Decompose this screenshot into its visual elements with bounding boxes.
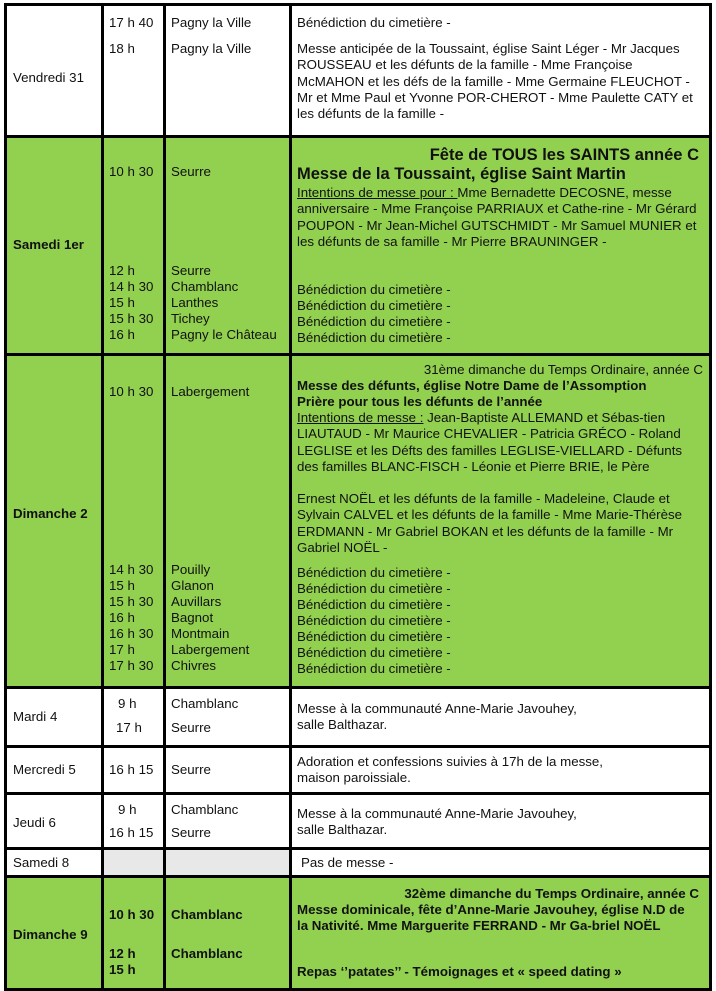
day-label: Mercredi 5 [13,762,76,777]
time: 10 h 30 [109,907,155,922]
description: Adoration et confessions suivies à 17h de la messe, [297,754,604,769]
description: Messe à la communauté Anne-Marie Javouhey, [297,806,577,821]
schedule-row-samedi-1er [6,137,711,355]
schedule-row-dimanche-9 [6,877,711,990]
description: Messe anticipée de la Toussaint, église Saint Léger - Mr Jacques ROUSSEAU et les défunts de la famille - Mme Françoise McMAHON et les défs de la famille - Mme Germaine FLEUCHOT - Mr et Mme Paul et Yvonne POR-CHEROT - Mme Paulette CATY et les défunts de la famille - [297,41,693,122]
description-cell [291,849,711,877]
time: 17 h [109,642,135,657]
description: salle Balthazar. [297,822,388,837]
place: Labergement [171,384,250,399]
day-cell [6,877,103,990]
schedule-row-mercredi-5 [6,747,711,794]
time-cell-empty [103,849,165,877]
place: Seurre [171,762,211,777]
time: 18 h [109,41,135,56]
place: Chamblanc [171,946,243,961]
description-cell [291,688,711,747]
place: Seurre [171,164,211,179]
place-cell [165,137,291,355]
time: 10 h 30 [109,164,154,179]
place: Seurre [171,720,211,735]
day-label: Samedi 8 [13,855,70,870]
intentions-label: Intentions de messe pour : [297,185,458,200]
place: Bagnot [171,610,214,625]
description: Bénédiction du cimetière - [297,298,451,313]
description: Bénédiction du cimetière - [297,629,451,644]
time: 10 h 30 [109,384,154,399]
time: 9 h [118,696,137,711]
description-cell [291,747,711,794]
day-label: Mardi 4 [13,709,58,724]
time: 17 h 30 [109,658,154,673]
description: Bénédiction du cimetière - [297,565,451,580]
place-cell [165,747,291,794]
time-cell [103,137,165,355]
day-cell [6,747,103,794]
place: Pagny la Ville [171,15,252,30]
day-label: Dimanche 2 [13,506,88,521]
day-label: Dimanche 9 [13,927,88,942]
place-cell [165,355,291,688]
day-label: Jeudi 6 [13,815,56,830]
place: Chamblanc [171,802,239,817]
time-cell [103,877,165,990]
mass-subheading: Messe des défunts, église Notre Dame de l’Assomption [297,378,647,393]
time-cell [103,747,165,794]
time: 17 h 40 [109,15,154,30]
time: 15 h [109,295,135,310]
mass-intentions [297,185,705,250]
time-cell [103,355,165,688]
day-cell [6,137,103,355]
place-cell [165,877,291,990]
time-cell [103,5,165,137]
place: Chamblanc [171,279,239,294]
description: Repas ‘’patates’’ - Témoignages et « speed dating » [297,964,622,979]
time: 16 h [109,610,135,625]
day-label: Samedi 1er [13,237,84,252]
place: Glanon [171,578,214,593]
day-cell [6,849,103,877]
description-cell [291,877,711,990]
place: Pagny la Ville [171,41,252,56]
description: Bénédiction du cimetière - [297,314,451,329]
time: 17 h [116,720,142,735]
liturgical-heading: 31ème dimanche du Temps Ordinaire, année C [423,362,703,377]
place-cell [165,794,291,849]
day-cell [6,794,103,849]
day-cell [6,355,103,688]
description: Pas de messe - [301,855,394,870]
description-cell [291,137,711,355]
feast-heading: Fête de TOUS les SAINTS année C [429,146,699,164]
place: Seurre [171,825,211,840]
place: Lanthes [171,295,219,310]
prayer-subheading: Prière pour tous les défunts de l’année [297,394,543,409]
time: 15 h 30 [109,594,154,609]
place-cell [165,688,291,747]
time: 15 h [109,578,135,593]
description-cell [291,5,711,137]
day-cell [6,5,103,137]
description: Bénédiction du cimetière - [297,581,451,596]
day-cell [6,688,103,747]
time: 16 h 15 [109,825,154,840]
description: Messe à la communauté Anne-Marie Javouhey, [297,701,577,716]
place: Pouilly [171,562,211,577]
time: 12 h [109,946,136,961]
place: Chivres [171,658,217,673]
description: maison paroissiale. [297,770,411,785]
intentions-text: Jean-Baptiste ALLEMAND et Sébas-tien LIAUTAUD - Mr Maurice CHEVALIER - Patricia GRÉCO - Roland LEGLISE et les Défts des familles LEGLISE-VIELLARD - Défunts des familles BLANC-FISCH - Léonie et Pierre BRIE, le Père [297,410,683,474]
time: 15 h [109,962,136,977]
schedule-row-samedi-8 [6,849,711,877]
place: Labergement [171,642,250,657]
schedule-row-dimanche-2 [6,355,711,688]
schedule-row-vendredi-31 [6,5,711,137]
description-cell [291,355,711,688]
intentions-text: Mme Bernadette DECOSNE, messe anniversaire - Mme Françoise PARRIAUX et Cathe-rine - Mr Gérard POUPON - Mr Jean-Michel GUTSCHMIDT - Mr Samuel MUNIER et les défunts de sa famille - Mr Pierre BRAUNINGER - [297,185,697,249]
schedule-row-jeudi-6 [6,794,711,849]
description: Bénédiction du cimetière - [297,613,451,628]
place-cell-empty [165,849,291,877]
time: 16 h 30 [109,626,154,641]
place: Tichey [171,311,210,326]
time-cell [103,794,165,849]
mass-subheading: Messe de la Toussaint, église Saint Martin [297,165,626,183]
description: salle Balthazar. [297,717,388,732]
time: 15 h 30 [109,311,154,326]
description: Bénédiction du cimetière - [297,15,451,30]
place: Chamblanc [171,696,239,711]
place-cell [165,5,291,137]
time: 16 h [109,327,135,342]
description: Bénédiction du cimetière - [297,330,451,345]
time-cell [103,688,165,747]
intentions-label: Intentions de messe : [297,410,424,425]
time: 12 h [109,263,135,278]
description: Bénédiction du cimetière - [297,282,451,297]
mass-schedule-table [4,3,712,991]
place: Pagny le Château [171,327,277,342]
day-label: Vendredi 31 [13,70,84,85]
time: 9 h [118,802,137,817]
time: 14 h 30 [109,279,154,294]
description: Bénédiction du cimetière - [297,661,451,676]
place: Chamblanc [171,907,243,922]
description: Bénédiction du cimetière - [297,597,451,612]
mass-intentions-continued: Ernest NOËL et les défunts de la famille - Madeleine, Claude et Sylvain CALVEL et les défunts de la famille - Mme Marie-Thérèse ERDMANN - Mr Gabriel BOKAN et les défunts de la famille - Mr Gabriel NOËL - [297,491,683,555]
place: Montmain [171,626,230,641]
mass-intentions [297,410,705,475]
liturgical-heading: 32ème dimanche du Temps Ordinaire, année C [404,886,699,901]
schedule-row-mardi-4 [6,688,711,747]
description: Bénédiction du cimetière - [297,645,451,660]
time: 14 h 30 [109,562,154,577]
description-cell [291,794,711,849]
place: Seurre [171,263,211,278]
time: 16 h 15 [109,762,154,777]
description: Messe dominicale, fête d’Anne-Marie Javouhey, église N.D de la Nativité. Mme Marguerite FERRAND - Mr Ga-briel NOËL [297,902,685,934]
place: Auvillars [171,594,222,609]
